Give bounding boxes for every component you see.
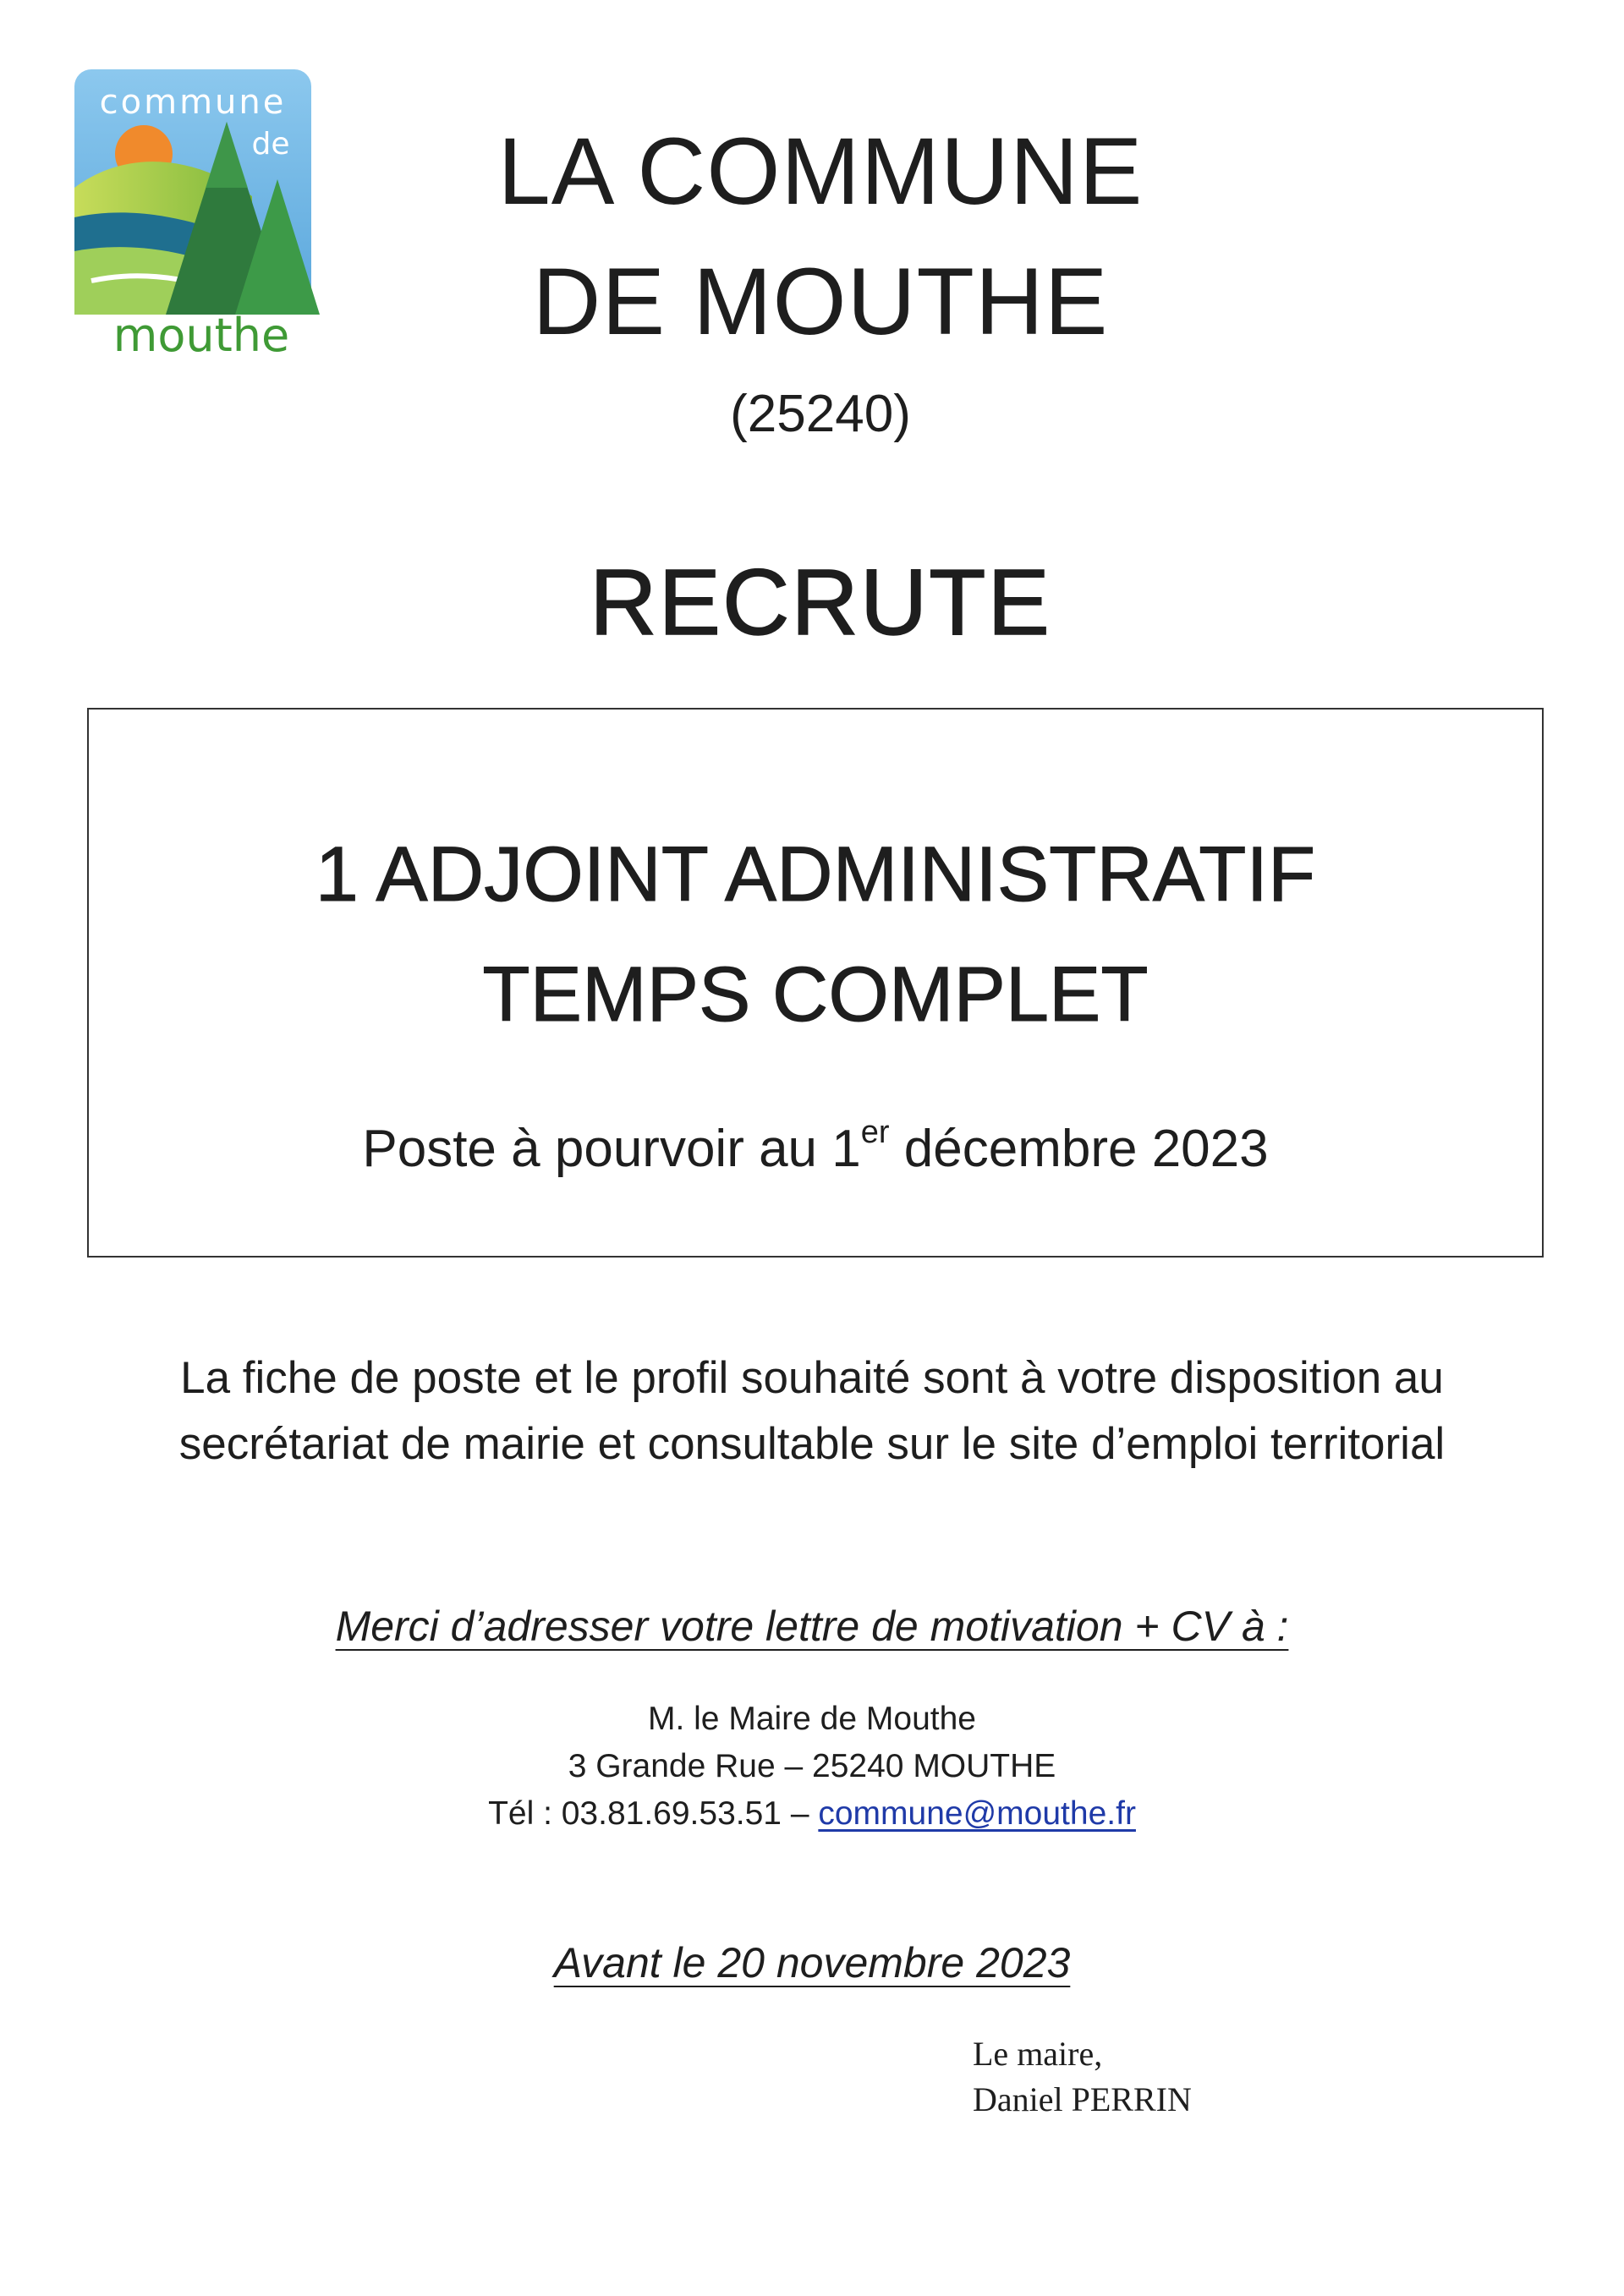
commune-logo-graphic [74, 69, 328, 357]
start-date-superscript: er [860, 1115, 890, 1150]
address-recipient: M. le Maire de Mouthe [647, 1701, 976, 1737]
signature-block [973, 2031, 1192, 2123]
address-contact [135, 1792, 1489, 1836]
commune-title-line1: LA COMMUNE [497, 118, 1144, 224]
job-offer-box [87, 708, 1544, 1258]
signature-title: Le maire, [973, 2035, 1103, 2073]
info-line-2: secrétariat de mairie et consultable sur le site d’emploi territorial [178, 1419, 1446, 1469]
job-title: 1 ADJOINT ADMINISTRATIF [315, 831, 1316, 918]
signature-name: Daniel PERRIN [973, 2080, 1192, 2118]
email-link[interactable]: commune@mouthe.fr [818, 1795, 1136, 1832]
application-deadline: Avant le 20 novembre 2023 [553, 1939, 1071, 1986]
postal-code: (25240) [730, 385, 911, 443]
commune-logo [74, 69, 328, 357]
start-date-suffix: décembre 2023 [889, 1120, 1269, 1178]
info-line-1: La fiche de poste et le profil souhaité sont à votre disposition au [180, 1353, 1444, 1403]
start-date-prefix: Poste à pourvoir au 1 [362, 1120, 861, 1178]
phone-number: Tél : 03.81.69.53.51 – [488, 1795, 819, 1832]
start-date [89, 1115, 1542, 1183]
commune-title-line2: DE MOUTHE [532, 249, 1109, 354]
logo-top-text: commune [99, 83, 287, 122]
application-header: Merci d’adresser votre lettre de motivation + CV à : [335, 1603, 1289, 1650]
recruit-title: RECRUTE [590, 551, 1051, 655]
job-schedule: TEMPS COMPLET [482, 951, 1149, 1038]
logo-bottom-text: mouthe [112, 309, 290, 357]
address-street: 3 Grande Rue – 25240 MOUTHE [568, 1748, 1056, 1784]
logo-middle-text: de [251, 127, 290, 162]
